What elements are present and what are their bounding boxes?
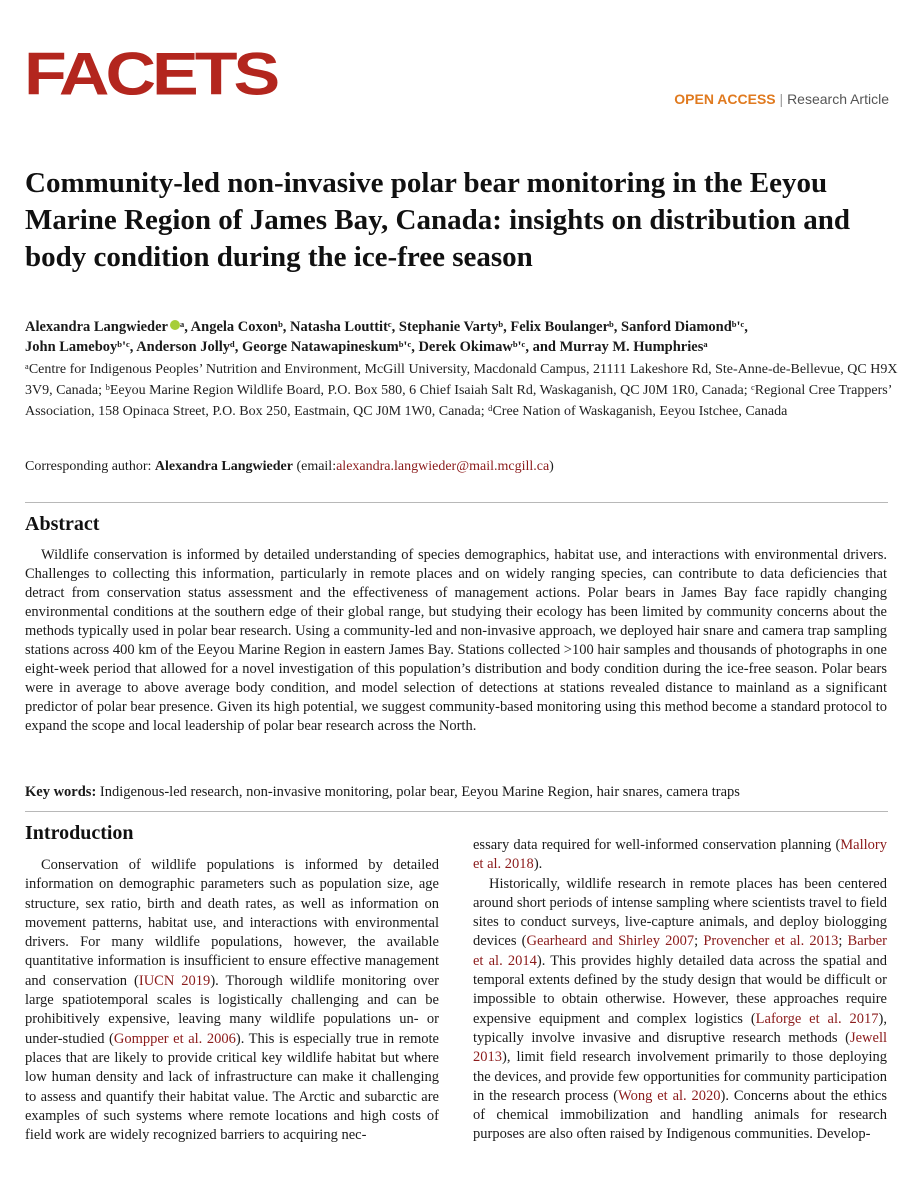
citation-link[interactable]: Wong et al. 2020 xyxy=(618,1087,721,1104)
keywords xyxy=(25,783,900,802)
citation-link[interactable]: Gearheard and Shirley 2007 xyxy=(526,933,695,950)
authors-rest: ᵃ, Angela Coxonᵇ, Natasha Louttitᶜ, Stephanie Vartyᵇ, Felix Boulangerᵇ, Sanford Diamondᵇ'ᶜ, xyxy=(179,319,748,335)
open-access-badge: OPEN ACCESS xyxy=(674,91,776,107)
citation-link[interactable]: Provencher et al. 2013 xyxy=(703,933,839,950)
intro-column-left xyxy=(25,856,439,1145)
citation-link[interactable]: IUCN 2019 xyxy=(138,972,211,989)
abstract-text: Wildlife conservation is informed by detailed understanding of species demographics, habitat use, and interactions with environmental drivers. Challenges to collecting this information, particularly in remote places and on widely ranging species, can contribute to data deficiencies that detract from conservation status assessment and the effectiveness of management actions. Polar bears in James Bay face rapidly changing environmental conditions at the southern edge of their global range, but studying their ecology has been limited by community concerns about the methods typically used in polar bear research. Using a community-led and non-invasive approach, we deployed hair snare and camera trap sampling stations across 400 km of the Eeyou Marine Region in eastern James Bay. Stations collected >100 hair samples and thousands of photographs in one eight-week period that allowed for a novel investigation of this population’s distribution and body condition during the ice-free season. Polar bears were in average to above average body condition, and model selection of detections at stations revealed distance to mainland as a significant predictor of polar bear presence. Given its high potential, we suggest community-based monitoring using this method become a standard protocol to expand the scope and local leadership of polar bear research across the North. xyxy=(25,547,887,734)
email-suffix: ) xyxy=(549,459,554,474)
corresponding-name: Alexandra Langwieder xyxy=(154,459,293,474)
intro-column-right xyxy=(473,836,887,1145)
label-separator: | xyxy=(779,91,784,107)
authors-line-2: John Lameboyᵇ'ᶜ, Anderson Jollyᵈ, George Natawapineskumᵇ'ᶜ, Derek Okimawᵇ'ᶜ, and Murray M. Humphriesᵃ xyxy=(25,339,708,355)
citation-link[interactable]: Jewell 2013 xyxy=(473,1029,887,1066)
intro-paragraph-continued: essary data required for well-informed conservation planning (Mallory et al. 2018). xyxy=(473,837,887,873)
citation-link[interactable]: Laforge et al. 2017 xyxy=(755,1010,879,1027)
orcid-icon[interactable] xyxy=(170,320,180,330)
paper-title: Community-led non-invasive polar bear monitoring in the Eeyou Marine Region of James Bay, Canada: insights on distribution and body condition during the ice-free season xyxy=(25,167,851,273)
abstract-heading: Abstract xyxy=(25,513,100,535)
citation-link[interactable]: Barber et al. 2014 xyxy=(473,933,887,969)
corresponding-label: Corresponding author: xyxy=(25,459,152,474)
intro-paragraph-2: Historically, wildlife research in remote places has been centered around short periods of intense sampling where scientists travel to field sites to conduct surveys, live-capture animals, and deploy biologging devices (Gearheard and Shirley 2007; Provencher et al. 2013; Barber et al. 2014). This provides highly detailed data across the spatial and temporal extents defined by the study design that would be difficult or impossible to obtain otherwise. However, these approaches require expensive equipment and complex logistics (Laforge et al. 2017), typically involve invasive and disruptive research methods (Jewell 2013), limit field research involvement primarily to those deploying the devices, and provide few opportunities for community participation in the research process (Wong et al. 2020). Concerns about the ethics of chemical immobilization and handling animals for research purposes are also often raised by Indigenous communities. Develop- xyxy=(473,875,887,1143)
intro-paragraph-1: Conservation of wildlife populations is informed by detailed information on demographic parameters such as population size, age structure, sex ratio, birth and death rates, as well as information on movement patterns, habitat use, and interactions with environmental drivers. For many wildlife populations, however, the available quantitative information is insufficient to ensure effective management and conservation (IUCN 2019). Thorough wildlife monitoring over large spatiotemporal scales is logistically challenging and can be prohibitively expensive, leaving many wildlife populations un- or under-studied (Gompper et al. 2006). This is especially true in remote places that are likely to provide critical key wildlife habitat but where low human density and lack of infrastructure can make it challenging to assess and quantify their habitat value. The Arctic and subarctic are examples of such systems where remote locations and high costs of field work are widely recognized barriers to acquiring nec- xyxy=(25,857,439,1144)
article-type: Research Article xyxy=(787,91,889,107)
divider-top xyxy=(25,502,888,503)
keywords-label: Key words: xyxy=(25,784,97,800)
email-prefix: (email: xyxy=(296,459,337,474)
email-link[interactable]: alexandra.langwieder@mail.mcgill.ca xyxy=(336,459,550,474)
keywords-text: Indigenous-led research, non-invasive monitoring, polar bear, Eeyou Marine Region, hair snares, camera traps xyxy=(99,784,740,800)
divider-bottom xyxy=(25,811,888,812)
facets-logo: FACETS xyxy=(24,40,277,108)
author-list xyxy=(25,317,895,357)
citation-link[interactable]: Mallory et al. 2018 xyxy=(473,837,887,873)
article-label xyxy=(674,91,889,107)
corresponding-author xyxy=(25,457,900,477)
citation-link[interactable]: Gompper et al. 2006 xyxy=(113,1030,236,1047)
introduction-heading: Introduction xyxy=(25,822,134,844)
author-first[interactable]: Alexandra Langwieder xyxy=(25,319,168,335)
affiliations: ᵃCentre for Indigenous Peoples’ Nutrition and Environment, McGill University, Macdonald Campus, 21111 Lakeshore Rd, Ste-Anne-de-Bellevue, QC H9X 3V9, Canada; ᵇEeyou Marine Region Wildlife Board, P.O. Box 580, 6 Chief Isaiah Salt Rd, Waskaganish, QC J0M 1R0, Canada; ᶜRegional Cree Trappers’ Association, 158 Opinaca Street, P.O. Box 250, Eastmain, QC J0M 1W0, Canada; ᵈCree Nation of Waskaganish, Eeyou Istchee, Canada xyxy=(25,362,898,419)
